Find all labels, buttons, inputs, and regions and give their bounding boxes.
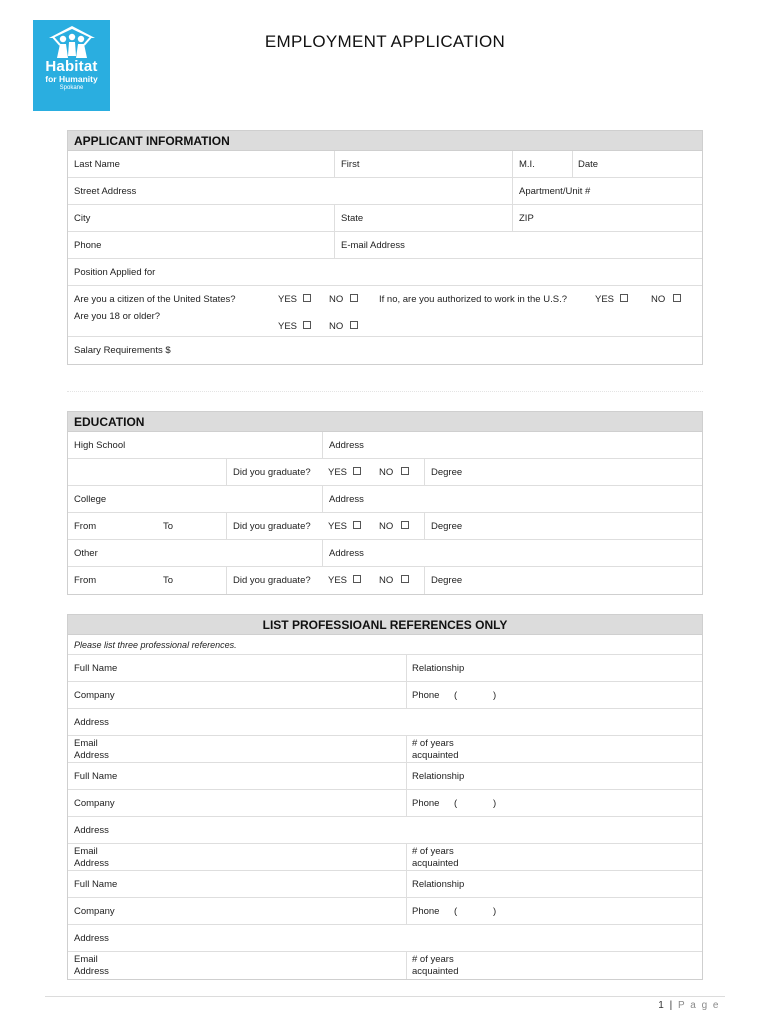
other-from-field[interactable] — [68, 567, 158, 594]
references-instruction: Please list three professional references. — [74, 640, 237, 650]
authorized-question: If no, are you authorized to work in the U.S.? — [379, 294, 567, 305]
references-instruction-row — [68, 635, 702, 655]
street-address-field[interactable] — [68, 178, 512, 204]
reference-1-address-field[interactable] — [68, 709, 702, 735]
footer-divider — [45, 996, 725, 997]
citizen-no-checkbox[interactable] — [350, 294, 358, 302]
citizen-no-label: NO — [329, 294, 344, 305]
authorized-no-checkbox[interactable] — [673, 294, 681, 302]
last-name-label: Last Name — [74, 159, 120, 170]
reference-3-full-name-label: Full Name — [74, 879, 118, 890]
reference-2-full-name-label: Full Name — [74, 771, 118, 782]
reference-3-company-label: Company — [74, 906, 115, 917]
reference-1-phone-field[interactable] — [406, 682, 702, 708]
reference-3-relationship-field[interactable] — [406, 871, 702, 897]
reference-2-address-row — [68, 817, 702, 844]
reference-1-paren-open: ( — [454, 690, 458, 701]
high-school-row — [68, 432, 702, 459]
reference-2-email-label-line2: Address — [74, 858, 109, 869]
citizen-yes-checkbox[interactable] — [303, 294, 311, 302]
email-label: E-mail Address — [341, 240, 405, 251]
reference-2-phone-field[interactable] — [406, 790, 702, 816]
first-name-field[interactable] — [334, 151, 512, 177]
authorized-yes-checkbox[interactable] — [620, 294, 628, 302]
other-school-field[interactable] — [68, 540, 322, 566]
college-dates-row — [68, 513, 702, 540]
college-label: College — [74, 494, 107, 505]
reference-3-years-label-line2: acquainted — [412, 966, 459, 977]
reference-1-email-label-line2: Address — [74, 750, 109, 761]
college-no-checkbox[interactable] — [401, 521, 409, 529]
reference-1-phone-label: Phone — [412, 690, 440, 701]
city-label: City — [74, 213, 91, 224]
state-field[interactable] — [334, 205, 512, 231]
reference-2-address-field[interactable] — [68, 817, 702, 843]
education-section — [67, 411, 703, 595]
other-address-field[interactable] — [322, 540, 702, 566]
page-number-separator: | — [669, 1000, 674, 1011]
high-school-degree-label: Degree — [431, 467, 463, 478]
citizen-question: Are you a citizen of the United States? — [74, 294, 236, 305]
applicant-section-heading: APPLICANT INFORMATION — [68, 131, 702, 151]
reference-2-paren-open: ( — [454, 798, 458, 809]
other-yes-label: YES — [328, 575, 348, 586]
high-school-no-label: NO — [379, 467, 394, 478]
high-school-label: High School — [74, 440, 126, 451]
citizen-row — [68, 286, 702, 309]
reference-1-company-row — [68, 682, 702, 709]
reference-2-paren-close: ) — [493, 798, 497, 809]
last-name-field[interactable] — [68, 151, 334, 177]
high-school-dates-field[interactable] — [68, 459, 226, 485]
references-section — [67, 614, 703, 980]
state-label: State — [341, 213, 364, 224]
other-yes-checkbox[interactable] — [353, 575, 361, 583]
college-yes-label: YES — [328, 521, 348, 532]
logo-text-habitat: Habitat — [45, 58, 98, 75]
reference-3-years-field[interactable] — [406, 952, 702, 979]
reference-1-email-row — [68, 736, 702, 763]
zip-field[interactable] — [512, 205, 702, 231]
reference-2-company-label: Company — [74, 798, 115, 809]
reference-2-years-label-line2: acquainted — [412, 858, 459, 869]
high-school-address-label: Address — [329, 440, 364, 451]
college-address-field[interactable] — [322, 486, 702, 512]
college-to-label: To — [163, 521, 174, 532]
street-address-label: Street Address — [74, 186, 137, 197]
other-row — [68, 540, 702, 567]
apartment-label: Apartment/Unit # — [519, 186, 591, 197]
college-graduate-group — [226, 513, 424, 539]
other-degree-label: Degree — [431, 575, 463, 586]
other-graduate-question: Did you graduate? — [233, 575, 311, 586]
reference-3-email-row — [68, 952, 702, 979]
page-number-label: P a g e — [677, 1000, 720, 1011]
reference-3-phone-field[interactable] — [406, 898, 702, 924]
first-name-label: First — [341, 159, 360, 170]
other-degree-field[interactable] — [424, 567, 702, 594]
reference-2-email-label-line1: Email — [74, 846, 98, 857]
reference-1-company-label: Company — [74, 690, 115, 701]
reference-1-relationship-label: Relationship — [412, 663, 465, 674]
date-label: Date — [578, 159, 599, 170]
high-school-graduate-group — [226, 459, 424, 485]
college-graduate-question: Did you graduate? — [233, 521, 311, 532]
other-to-label: To — [163, 575, 174, 586]
age-row — [68, 309, 702, 337]
age-yes-label: YES — [278, 321, 298, 332]
high-school-field[interactable] — [68, 432, 322, 458]
applicant-information-section — [67, 130, 703, 365]
logo-text-humanity: for Humanity — [45, 74, 98, 84]
zip-label: ZIP — [519, 213, 534, 224]
citizen-yes-label: YES — [278, 294, 298, 305]
reference-3-paren-close: ) — [493, 906, 497, 917]
college-address-label: Address — [329, 494, 364, 505]
reference-3-email-field[interactable] — [68, 952, 406, 979]
high-school-grad-row — [68, 459, 702, 486]
education-section-heading: EDUCATION — [68, 412, 702, 432]
street-row — [68, 178, 702, 205]
reference-2-address-label: Address — [74, 825, 109, 836]
position-field[interactable] — [68, 259, 702, 285]
reference-3-email-label-line1: Email — [74, 954, 98, 965]
reference-2-email-row — [68, 844, 702, 871]
high-school-yes-checkbox[interactable] — [353, 467, 361, 475]
reference-3-paren-open: ( — [454, 906, 458, 917]
middle-initial-field[interactable] — [512, 151, 572, 177]
reference-3-phone-label: Phone — [412, 906, 440, 917]
reference-2-relationship-label: Relationship — [412, 771, 465, 782]
phone-label: Phone — [74, 240, 102, 251]
reference-1-years-field[interactable] — [406, 736, 702, 762]
reference-2-years-label-line1: # of years — [412, 846, 454, 857]
reference-1-relationship-field[interactable] — [406, 655, 702, 681]
high-school-degree-field[interactable] — [424, 459, 702, 485]
high-school-yes-label: YES — [328, 467, 348, 478]
salary-field[interactable] — [68, 337, 702, 364]
phone-field[interactable] — [68, 232, 334, 258]
position-label: Position Applied for — [74, 267, 156, 278]
reference-1-full-name-label: Full Name — [74, 663, 118, 674]
reference-1-address-label: Address — [74, 717, 109, 728]
position-row — [68, 259, 702, 286]
reference-2-years-field[interactable] — [406, 844, 702, 870]
high-school-address-field[interactable] — [322, 432, 702, 458]
reference-3-email-label-line2: Address — [74, 966, 109, 977]
phone-row — [68, 232, 702, 259]
reference-2-relationship-field[interactable] — [406, 763, 702, 789]
other-no-checkbox[interactable] — [401, 575, 409, 583]
document-title: EMPLOYMENT APPLICATION — [264, 32, 506, 51]
reference-3-company-field[interactable] — [68, 898, 406, 924]
page-number-value: 1 — [658, 1000, 666, 1011]
age-question: Are you 18 or older? — [74, 311, 161, 322]
authorized-yes-label: YES — [595, 294, 615, 305]
college-no-label: NO — [379, 521, 394, 532]
page-number — [658, 1000, 720, 1011]
age-no-label: NO — [329, 321, 344, 332]
reference-2-company-field[interactable] — [68, 790, 406, 816]
reference-3-company-row — [68, 898, 702, 925]
date-field[interactable] — [572, 151, 702, 177]
reference-2-full-name-field[interactable] — [68, 763, 406, 789]
reference-2-name-row — [68, 763, 702, 790]
other-address-label: Address — [329, 548, 364, 559]
college-from-field[interactable] — [68, 513, 158, 539]
reference-2-phone-label: Phone — [412, 798, 440, 809]
city-row — [68, 205, 702, 232]
college-degree-field[interactable] — [424, 513, 702, 539]
reference-2-email-field[interactable] — [68, 844, 406, 870]
reference-1-years-label-line1: # of years — [412, 738, 454, 749]
name-row — [68, 151, 702, 178]
high-school-graduate-question: Did you graduate? — [233, 467, 311, 478]
college-degree-label: Degree — [431, 521, 463, 532]
reference-1-email-field[interactable] — [68, 736, 406, 762]
other-graduate-group — [226, 567, 424, 594]
logo-text-city: Spokane — [59, 85, 84, 91]
references-section-heading: LIST PROFESSIOANL REFERENCES ONLY — [68, 615, 702, 635]
reference-1-email-label-line1: Email — [74, 738, 98, 749]
other-to-field[interactable] — [158, 567, 226, 594]
age-yes-checkbox[interactable] — [303, 321, 311, 329]
reference-1-paren-close: ) — [493, 690, 497, 701]
reference-1-address-row — [68, 709, 702, 736]
reference-3-address-row — [68, 925, 702, 952]
college-yes-checkbox[interactable] — [353, 521, 361, 529]
salary-label: Salary Requirements $ — [74, 345, 171, 356]
college-from-label: From — [74, 521, 97, 532]
reference-3-relationship-label: Relationship — [412, 879, 465, 890]
other-from-label: From — [74, 575, 97, 586]
reference-1-company-field[interactable] — [68, 682, 406, 708]
age-no-checkbox[interactable] — [350, 321, 358, 329]
reference-3-full-name-field[interactable] — [68, 871, 406, 897]
section-divider — [67, 391, 703, 392]
high-school-no-checkbox[interactable] — [401, 467, 409, 475]
college-field[interactable] — [68, 486, 322, 512]
college-row — [68, 486, 702, 513]
other-no-label: NO — [379, 575, 394, 586]
other-dates-row — [68, 567, 702, 594]
reference-1-years-label-line2: acquainted — [412, 750, 459, 761]
reference-3-address-field[interactable] — [68, 925, 702, 951]
city-field[interactable] — [68, 205, 334, 231]
college-to-field[interactable] — [158, 513, 226, 539]
authorized-no-label: NO — [651, 294, 666, 305]
middle-initial-label: M.I. — [519, 159, 535, 170]
reference-1-full-name-field[interactable] — [68, 655, 406, 681]
reference-2-company-row — [68, 790, 702, 817]
reference-3-name-row — [68, 871, 702, 898]
email-field[interactable] — [334, 232, 702, 258]
reference-3-years-label-line1: # of years — [412, 954, 454, 965]
reference-1-name-row — [68, 655, 702, 682]
salary-row — [68, 337, 702, 364]
other-school-label: Other — [74, 548, 98, 559]
reference-3-address-label: Address — [74, 933, 109, 944]
apartment-field[interactable] — [512, 178, 702, 204]
